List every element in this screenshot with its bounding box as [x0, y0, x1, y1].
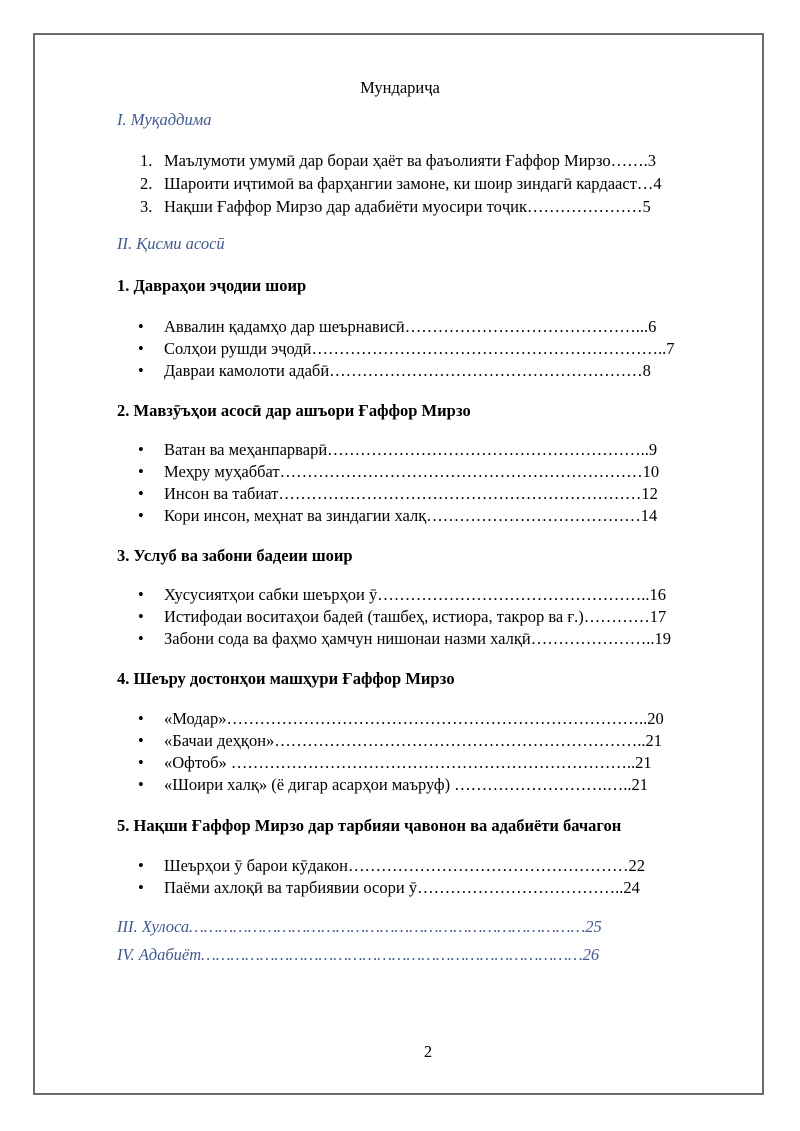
bullet-text: Меҳру муҳаббат…………………………………………………………10 [164, 462, 660, 481]
item-number: 2. [140, 174, 153, 193]
item-text: Шароити иҷтимоӣ ва фарҳангии замоне, ки шоир зиндагӣ кардааст…4 [164, 174, 662, 193]
section-heading: 2. Мавзӯъҳои асосӣ дар ашъори Ғаффор Мирзо [117, 401, 471, 420]
section-heading: 5. Нақши Ғаффор Мирзо дар тарбияи ҷавонон ва адабиёти бачагон [117, 816, 622, 835]
bullet-text: «Шоири халқ» (ё дигар асарҳои маъруф) ……………………….…..21 [164, 775, 649, 794]
section-heading: 4. Шеъру достонҳои машҳури Ғаффор Мирзо [117, 669, 455, 688]
bullet-text: Аввалин қадамҳо дар шеърнависӣ……………………………………...6 [164, 317, 657, 336]
bullet-text: Кори инсон, меҳнат ва зиндагии халқ…………………………………14 [164, 506, 658, 525]
part-introduction: I. Муқаддима [117, 110, 212, 129]
bullet-text: Шеърҳои ӯ барои кӯдакон……………………………………………22 [164, 856, 645, 875]
part-bibliography: IV. Адабиёт……………………………………………………………………26 [117, 945, 600, 964]
bullet-text: Давраи камолоти адабӣ…………………………………………………8 [164, 361, 651, 380]
part-conclusion: III. Хулоса………………………………………………………………………25 [117, 917, 602, 936]
part-main: II. Қисми асосӣ [117, 234, 225, 253]
bullet-text: Инсон ва табиат…………………………………………………………12 [164, 484, 658, 503]
bullet-text: Забони сода ва фаҳмо ҳамчун нишонаи назми халқӣ…………………..19 [164, 629, 671, 648]
bullet-text: «Бачаи деҳқон»…………………………………………………………..21 [164, 731, 663, 750]
section-heading: 1. Давраҳои эҷодии шоир [117, 276, 307, 295]
item-number: 1. [140, 151, 153, 170]
section-heading: 3. Услуб ва забони бадеии шоир [117, 546, 353, 565]
item-text: Нақши Ғаффор Мирзо дар адабиёти муосири тоҷик…………………5 [164, 197, 651, 216]
item-number: 3. [140, 197, 153, 216]
bullet-text: Истифодаи воситаҳои бадеӣ (ташбеҳ, истиора, такрор ва ғ.)…………17 [164, 607, 667, 626]
bullet-text: Хусусиятҳои сабки шеърҳои ӯ…………………………………………..16 [164, 585, 666, 604]
page-number: 2 [423, 1042, 433, 1061]
bullet-text: Солҳои рушди эҷодӣ………………………………………………………..7 [164, 339, 675, 358]
bullet-text: Ватан ва меҳанпарварӣ…………………………………………………..9 [164, 440, 658, 459]
toc-title: Мундариҷа [360, 78, 440, 97]
bullet-text: «Модар»…………………………………………………………………..20 [164, 709, 664, 728]
bullet-text: «Офтоб» ………………………………………………………………..21 [164, 753, 652, 772]
item-text: Маълумоти умумӣ дар бораи ҳаёт ва фаъолияти Ғаффор Мирзо…….3 [164, 151, 657, 170]
bullet-text: Паёми ахлоқӣ ва тарбиявии осори ӯ………………………………..24 [164, 878, 640, 897]
